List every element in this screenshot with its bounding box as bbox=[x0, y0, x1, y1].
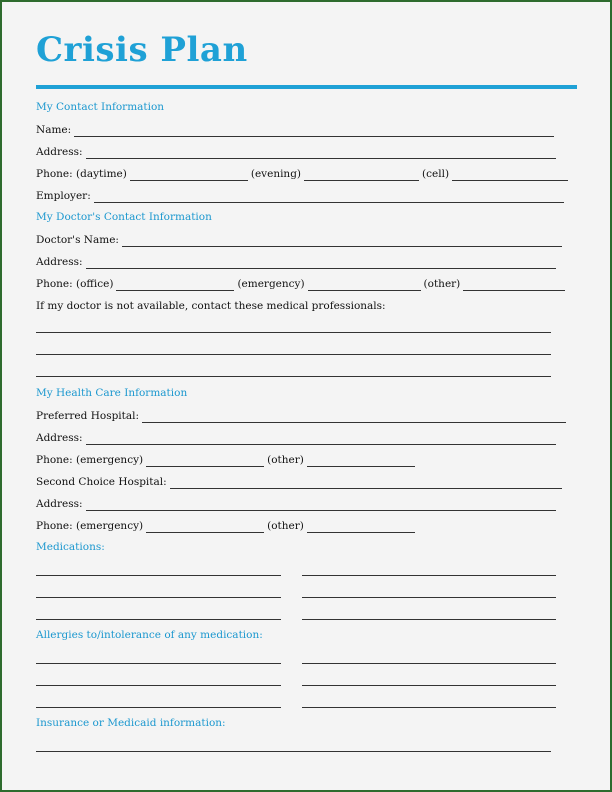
hospital-phone-emergency-field[interactable] bbox=[146, 455, 264, 467]
medication-line-left-1[interactable] bbox=[36, 575, 281, 576]
doctor-name-label: Doctor's Name: bbox=[36, 234, 119, 246]
phone-emergency-field[interactable] bbox=[308, 279, 421, 291]
medication-line-right-3[interactable] bbox=[302, 619, 556, 620]
address-label: Address: bbox=[36, 146, 83, 158]
name-row bbox=[36, 123, 554, 137]
section-insurance-heading: Insurance or Medicaid information: bbox=[36, 717, 226, 729]
hospital-phone-other-field[interactable] bbox=[307, 455, 415, 467]
alternate-professional-line-2[interactable] bbox=[36, 354, 551, 355]
second-hospital-address-field[interactable] bbox=[86, 499, 556, 511]
allergy-line-right-1[interactable] bbox=[302, 663, 556, 664]
hospital-address-label: Address: bbox=[36, 432, 83, 444]
section-health-heading: My Health Care Information bbox=[36, 387, 188, 399]
allergy-line-left-3[interactable] bbox=[36, 707, 281, 708]
form-page bbox=[2, 2, 610, 790]
phone-evening-field[interactable] bbox=[304, 169, 419, 181]
allergy-line-right-3[interactable] bbox=[302, 707, 556, 708]
allergy-line-left-1[interactable] bbox=[36, 663, 281, 664]
second-hospital-address-label: Address: bbox=[36, 498, 83, 510]
second-hospital-phone-other-label: (other) bbox=[267, 520, 304, 532]
employer-row bbox=[36, 189, 564, 203]
second-hospital-label: Second Choice Hospital: bbox=[36, 476, 167, 488]
page-title: Crisis Plan bbox=[36, 30, 248, 70]
hospital-address-field[interactable] bbox=[86, 433, 556, 445]
preferred-hospital-row bbox=[36, 409, 566, 423]
second-hospital-phone-other-field[interactable] bbox=[307, 521, 415, 533]
doctor-address-row bbox=[36, 255, 556, 269]
preferred-hospital-label: Preferred Hospital: bbox=[36, 410, 140, 422]
preferred-hospital-field[interactable] bbox=[142, 411, 566, 423]
phone-daytime-label: Phone: (daytime) bbox=[36, 168, 127, 180]
medication-line-left-2[interactable] bbox=[36, 597, 281, 598]
doctor-unavailable-row bbox=[36, 299, 386, 313]
phone-office-field[interactable] bbox=[116, 279, 234, 291]
phone-evening-label: (evening) bbox=[250, 168, 302, 180]
phone-cell-field[interactable] bbox=[452, 169, 568, 181]
second-hospital-phone-emergency-field[interactable] bbox=[146, 521, 264, 533]
second-hospital-address-row bbox=[36, 497, 556, 511]
title-rule bbox=[36, 85, 577, 89]
doctor-address-field[interactable] bbox=[86, 257, 556, 269]
allergy-line-right-2[interactable] bbox=[302, 685, 556, 686]
name-label: Name: bbox=[36, 124, 72, 136]
hospital-phone-emergency-label: Phone: (emergency) bbox=[36, 454, 144, 466]
section-medications-heading: Medications: bbox=[36, 541, 105, 553]
employer-field[interactable] bbox=[94, 191, 564, 203]
medication-line-left-3[interactable] bbox=[36, 619, 281, 620]
phone-cell-label: (cell) bbox=[422, 168, 450, 180]
allergy-line-left-2[interactable] bbox=[36, 685, 281, 686]
second-hospital-field[interactable] bbox=[170, 477, 562, 489]
address-field[interactable] bbox=[86, 147, 556, 159]
doctor-unavailable-text: If my doctor is not available, contact these medical professionals: bbox=[36, 300, 386, 312]
hospital-phone-row bbox=[36, 453, 415, 467]
phone-daytime-field[interactable] bbox=[130, 169, 248, 181]
doctor-address-label: Address: bbox=[36, 256, 83, 268]
phone-office-label: Phone: (office) bbox=[36, 278, 114, 290]
doctor-phone-row bbox=[36, 277, 565, 291]
medication-line-right-2[interactable] bbox=[302, 597, 556, 598]
phone-emergency-label: (emergency) bbox=[237, 278, 305, 290]
section-contact-heading: My Contact Information bbox=[36, 101, 165, 113]
phone-other-label: (other) bbox=[423, 278, 461, 290]
name-field[interactable] bbox=[74, 125, 554, 137]
employer-label: Employer: bbox=[36, 190, 91, 202]
second-hospital-row bbox=[36, 475, 562, 489]
second-hospital-phone-emergency-label: Phone: (emergency) bbox=[36, 520, 144, 532]
medication-line-right-1[interactable] bbox=[302, 575, 556, 576]
hospital-phone-other-label: (other) bbox=[267, 454, 304, 466]
phone-row bbox=[36, 167, 568, 181]
doctor-name-row bbox=[36, 233, 562, 247]
second-hospital-phone-row bbox=[36, 519, 415, 533]
alternate-professional-line-1[interactable] bbox=[36, 332, 551, 333]
phone-other-field[interactable] bbox=[463, 279, 565, 291]
alternate-professional-line-3[interactable] bbox=[36, 376, 551, 377]
address-row bbox=[36, 145, 556, 159]
section-allergies-heading: Allergies to/intolerance of any medication: bbox=[36, 629, 263, 641]
doctor-name-field[interactable] bbox=[122, 235, 562, 247]
hospital-address-row bbox=[36, 431, 556, 445]
section-doctor-heading: My Doctor's Contact Information bbox=[36, 211, 212, 223]
insurance-line[interactable] bbox=[36, 751, 551, 752]
